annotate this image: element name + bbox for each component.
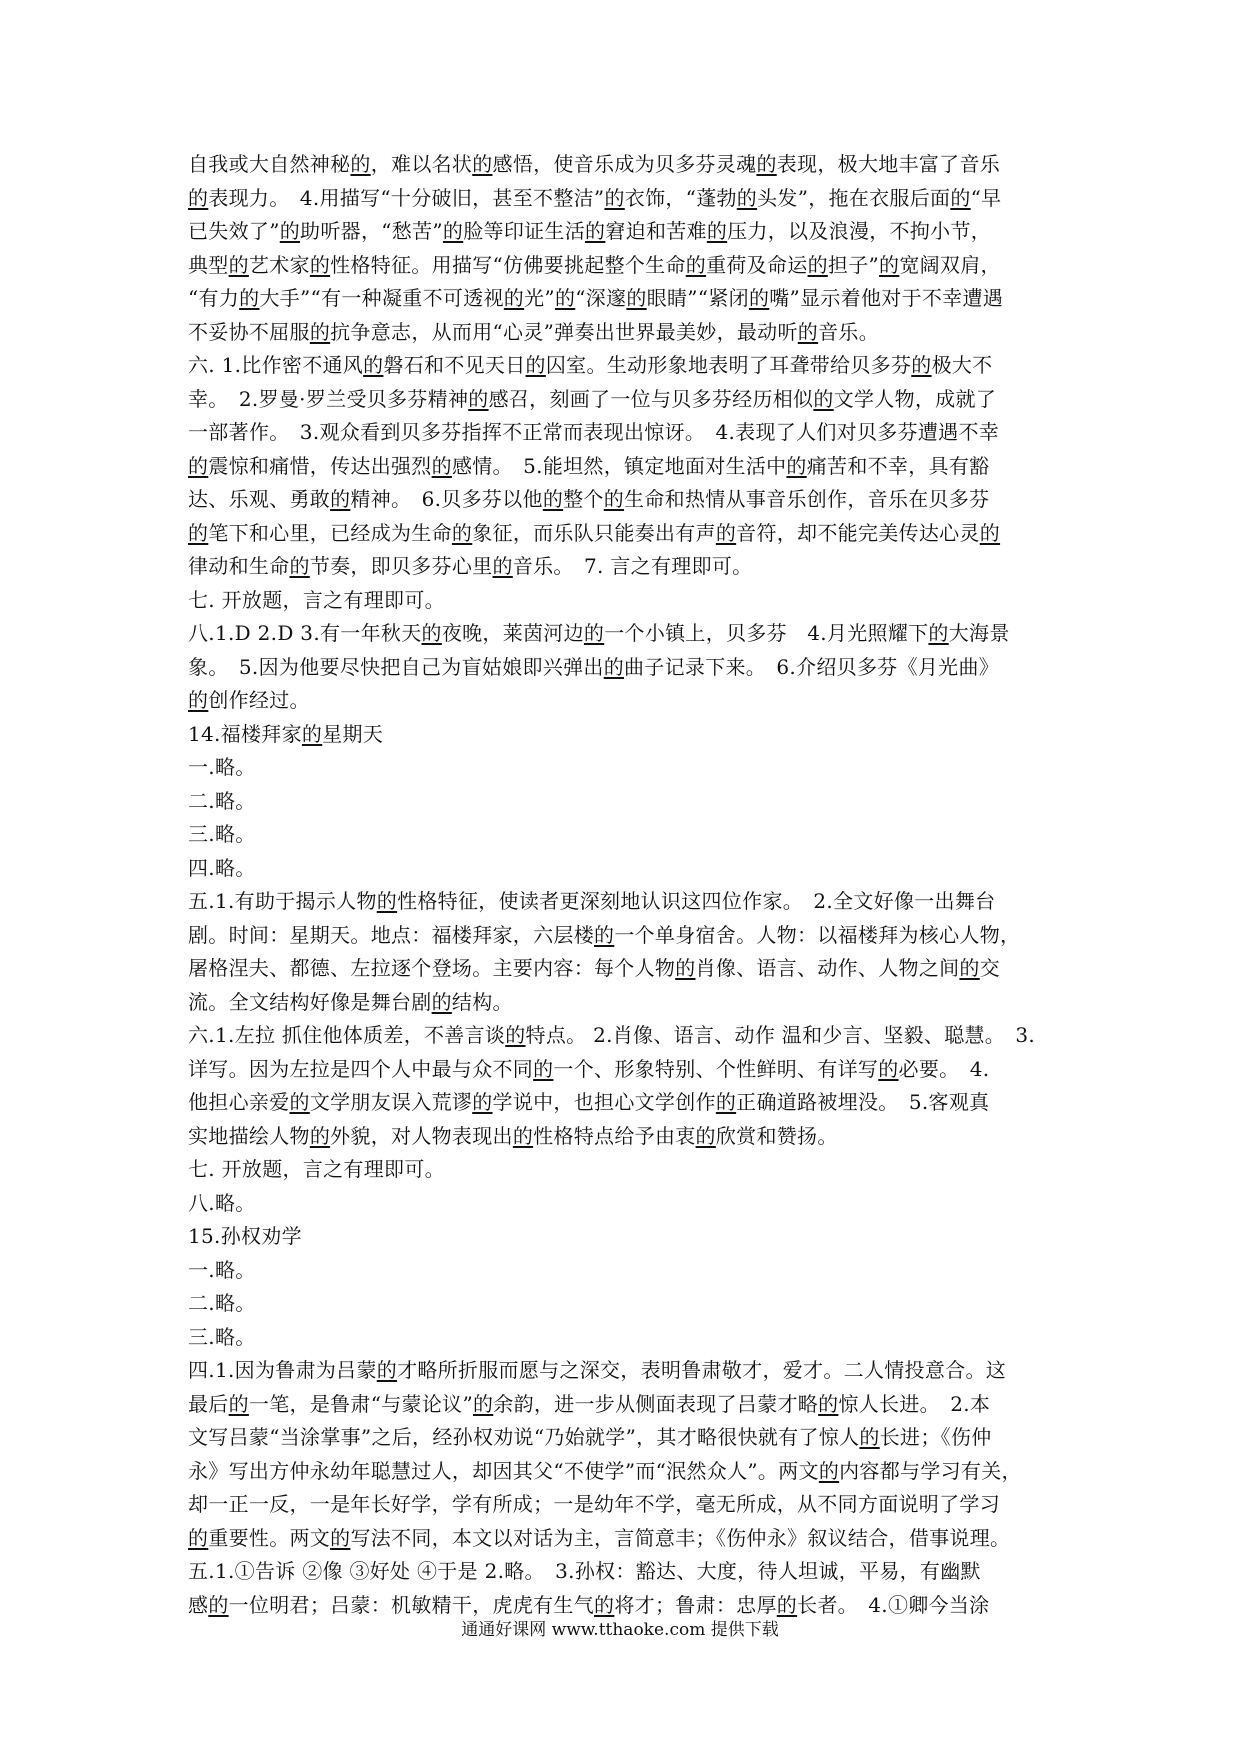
text-line: 律动和生命的节奏，即贝多芬心里的音乐。 7. 言之有理即可。 [188,554,753,578]
text-line: 象。 5.因为他要尽快把自己为盲姑娘即兴弹出的曲子记录下来。 6.介绍贝多芬《月光曲》 [188,654,1000,679]
text-line: 五.1.①告诉 ②像 ③好处 ④于是 2.略。 3.孙权：豁达、大度，待人坦诚，平易，有幽默 [188,1559,981,1583]
text-line: 他担心亲爱的文学朋友误入荒谬的学说中，也担心文学创作的正确道路被埋没。 5.客观真 [188,1090,990,1114]
text-line: 达、乐观、勇敢的精神。 6.贝多芬以他的整个的生命和热情从事音乐创作，音乐在贝多芬 [188,487,990,511]
text-line: 永》写出方仲永幼年聪慧过人，却因其父“不使学”而“泯然众人”。两文的内容都与学习有关， [188,1458,1022,1483]
text-line: 自我或大自然神秘的，难以名状的感悟，使音乐成为贝多芬灵魂的表现，极大地丰富了音乐 [188,152,1001,176]
text-line: 感的一位明君；吕蒙：机敏精干，虎虎有生气的将才；鲁肃：忠厚的长者。 4.①卿今当涂 [188,1592,990,1617]
document-body [188,148,1058,1622]
text-line: 屠格涅夫、都德、左拉逐个登场。主要内容：每个人物的肖像、语言、动作、人物之间的交 [188,956,1001,980]
text-line: 幸。 2.罗曼·罗兰受贝多芬精神的感召，刻画了一位与贝多芬经历相似的文学人物，成就了 [188,386,997,411]
text-line: 的笔下和心里，已经成为生命的象征，而乐队只能奏出有声的音符，却不能完美传达心灵的 [188,520,1001,545]
text-line: 剧。时间：星期天。地点：福楼拜家，六层楼的一个单身宿舍。人物：以福楼拜为核心人物， [188,922,1021,947]
text-line: 四.1.因为鲁肃为吕蒙的才略所折服而愿与之深交，表明鲁肃敬才，爱才。二人情投意合。这 [188,1358,1007,1382]
page-footer: 通通好课网 www.tthaoke.com 提供下载 [461,1620,779,1640]
text-line: 不妥协不屈服的抗争意志，从而用“心灵”弹奏出世界最美妙，最动听的音乐。 [188,319,879,344]
text-line: 的创作经过。 [188,688,310,712]
section-heading: 15.孙权劝学 [188,1224,302,1248]
text-line: 八.1.D 2.D 3.有一年秋天的夜晚，莱茵河边的一个小镇上，贝多芬 4.月光照耀下的大海景 [188,621,1010,645]
text-line: 二.略。 [188,1291,256,1315]
text-line: 六. 1.比作密不通风的磐石和不见天日的囚室。生动形象地表明了耳聋带给贝多芬的极大不 [188,353,993,377]
text-line: 三.略。 [188,1324,256,1349]
text-line: “有力的大手”“有一种凝重不可透视的光”的“深邃的眼睛”“紧闭的嘴”显示着他对于不幸遭遇 [188,286,1004,310]
text-line: 八.略。 [188,1190,256,1215]
text-line: 详写。因为左拉是四个人中最与众不同的一个、形象特别、个性鲜明、有详写的必要。 4. [188,1056,990,1081]
text-line: 一.略。 [188,1257,256,1282]
text-line: 一.略。 [188,755,256,779]
text-line: 已失效了”的助听器，“愁苦”的脸等印证生活的窘迫和苦难的压力，以及浪漫，不拘小节， [188,219,992,243]
text-line: 六.1.左拉 抓住他体质差，不善言谈的特点。 2.肖像、语言、动作 温和少言、坚毅、聪慧。 3. [188,1023,1036,1047]
text-line: 的震惊和痛惜，传达出强烈的感情。 5.能坦然，镇定地面对生活中的痛苦和不幸，具有豁 [188,453,990,478]
section-heading: 14.福楼拜家的星期天 [188,721,384,746]
text-line: 四.略。 [188,855,256,880]
text-line: 的重要性。两文的写法不同，本文以对话为主，言简意丰；《伤仲永》叙议结合，借事说理。 [188,1525,1011,1550]
text-line: 的表现力。 4.用描写“十分破旧，甚至不整洁”的衣饰，“蓬勃的头发”，拖在衣服后面的“早 [188,185,1002,210]
text-line: 二.略。 [188,788,256,813]
text-line: 文写吕蒙“当涂掌事”之后，经孙权劝说“乃始就学”，其才略很快就有了惊人的长进；《伤仲 [188,1425,992,1449]
text-line: 一部著作。 3.观众看到贝多芬指挥不正常而表现出惊讶。 4.表现了人们对贝多芬遭遇不幸 [188,420,1000,444]
text-line: 七. 开放题，言之有理即可。 [188,1157,445,1181]
text-line: 却一正一反，一是年长好学，学有所成；一是幼年不学，毫无所成，从不同方面说明了学习 [188,1492,1000,1516]
text-line: 实地描绘人物的外貌，对人物表现出的性格特点给予由衷的欣赏和赞扬。 [188,1123,838,1148]
text-line: 最后的一笔，是鲁肃“与蒙论议”的余韵，进一步从侧面表现了吕蒙才略的惊人长进。 2.本 [188,1391,991,1416]
text-line: 典型的艺术家的性格特征。用描写“仿佛要挑起整个生命的重荷及命运的担子”的宽阔双肩， [188,252,1001,277]
text-line: 三.略。 [188,822,256,846]
text-line: 五.1.有助于揭示人物的性格特征，使读者更深刻地认识这四位作家。 2.全文好像一出舞台 [188,889,996,913]
text-line: 七. 开放题，言之有理即可。 [188,587,445,612]
text-line: 流。全文结构好像是舞台剧的结构。 [188,989,513,1014]
